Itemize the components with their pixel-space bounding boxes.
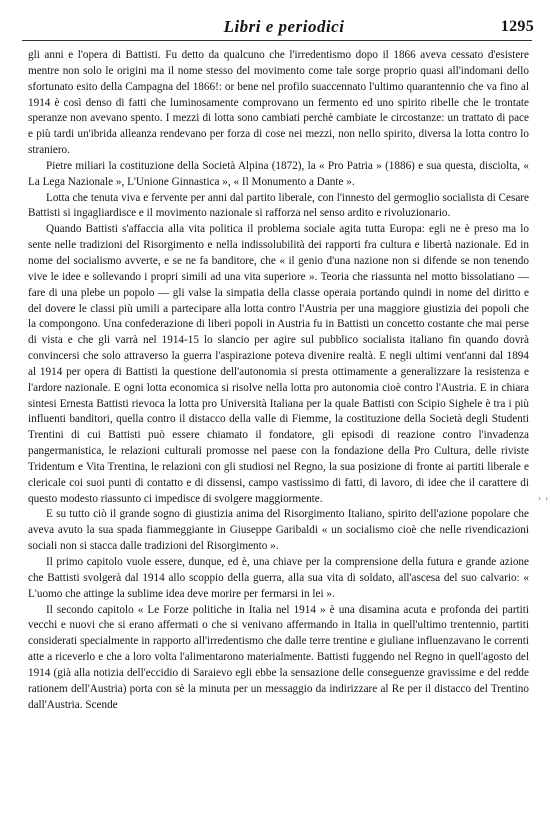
article-body — [28, 48, 529, 713]
paragraph-problema-sociale: Quando Battisti s'affaccia alla vita politica il problema sociale agita tutta Europa: egli ne è preso ma lo sente nelle tradizioni del Risorgimento e nella indissolubilità dei rapporti fra cultura e libertà nazionale. Ed in nome del socialismo avverte, e se ne fa banditore, che « il genio d'una nazione non si difende se non tenendo vive le idee e sollevando i propri simili ad una vita superiore ». Teoria che riassunta nel motto bissolatiano — fare di una plebe un popolo — gli valse la simpatia della classe operaia portando quindi in nome del diritto e del dovere le classi più umili a partecipare alla lotta contro l'Austria per una maggiore giustizia dei popoli che la compongono. Una confederazione di liberi popoli in Austria fu in Battisti un concetto costante che mai perse di vista e che gli varrà nel 1914-15 lo slancio per agire sul pubblico socialista italiano fin quando dovrà convincersi che solo attraverso la guerra l'aspirazione poteva divenire realtà. E negli ultimi vent'anni dal 1894 al 1914 per opera di Battisti la questione dell'autonomia si presta ottimamente a generalizzare la resistenza e l'ardore nazionale. E ogni lotta economica si risolve nella lotta pro autonomia cioè contro l'Austria. E in chiara sintesi Ernesta Battisti rievoca la lotta pro Università Italiana per la quale Battisti con Scipio Sighele è tra i più influenti banditori, quella contro il distacco della valle di Fiemme, la costituzione della Società degli Studenti Trentini di cui Battisti può essere chiamato il fondatore, gli episodi di reazione contro l'invadenza pangermanistica, le relazioni culturali promosse nel paese con la fondazione della Pro Cultura, delle riviste Tridentum e Vita Trentina, le relazioni con gli studiosi nel Regno, la sua posizione di fronte ai partiti liberale e clericale coi suoi punti di contatto e di dissensi, campo vastissimo di fatti, di lavoro, di idee che il carattere di questo modesto riassunto ci impedisce di svolgere maggiormente. — [28, 223, 529, 505]
header-rule — [22, 40, 532, 41]
paragraph-secondo-capitolo: Il secondo capitolo « Le Forze politiche in Italia nel 1914 » è una disamina acuta e profonda dei partiti vecchi e nuovi che si erano affermati o che si venivano affermando in Italia in quell'ultimo trentennio, partiti considerati specialmente in rapporto all'irredentismo che dalle terre trentine e giuliane influenzavano le correnti atte a riceverlo e che a loro volta l'alimentarono materialmente. Battisti fuggendo nel Regno in quell'agosto del 1914 (già alla notizia dell'eccidio di Saraievo egli ebbe la sensazione delle conseguenze gravissime e del redde rationem dell'Austria) porta con sè la minuta per un messaggio da indirizzare al Re per il distacco del Trentino dall'Austria. Scende — [28, 603, 529, 711]
paragraph-risorgimento: E su tutto ciò il grande sogno di giustizia anima del Risorgimento Italiano, spirito dell'azione popolare che aveva avuto la sua spada fiammeggiante in Giuseppe Garibaldi « un socialismo cioè che nelle rivendicazioni sociali non si stacca dalle tradizioni del Risorgimento ». — [28, 508, 529, 553]
page-number: 1295 — [500, 18, 534, 35]
paragraph-pietre-miliari: Pietre miliari la costituzione della Società Alpina (1872), la « Pro Patria » (1886) e sua questa, disciolta, « La Lega Nazionale », L'Unione Ginnastica », « Il Monumento a Dante ». — [28, 159, 529, 188]
paragraph-primo-capitolo: Il primo capitolo vuole essere, dunque, ed è, una chiave per la comprensione della futura e grande azione che Battisti svolgerà dal 1914 allo scoppio della guerra, alla sua vita di soldato, all'ascesa del suo calvario: « L'uomo che attinge la sublime idea deve morire per fermarsi in lei ». — [28, 556, 529, 600]
page-header — [28, 17, 540, 39]
paragraph-lotta-liberale: Lotta che tenuta viva e fervente per anni dal partito liberale, con l'innesto del germoglio socialista di Cesare Battisti si ingagliardisce e il movimento nazionale si rafforza nel senso ardito e rivoluzionario. — [28, 191, 529, 220]
paragraph-continuation: gli anni e l'opera di Battisti. Fu detto da qualcuno che l'irredentismo dopo il 1866 aveva cessato d'esistere mentre non solo le origini ma il nome stesso del movimento come tale sorge proprio quasi all'indomani dello sfortunato esito della Campagna del 1866!: or bene nel profilo suaccennato l'ultimo quarantennio che va fino al 1914 è così denso di fatti che luminosamente comprovano un fermento ed uno spirito ribelle che le trontate speranze non avevano spento. I mezzi di lotta sono cambiati perchè cambiate le circostanze: un trattato di pace e più tardi un'ibrida alleanza rendevano per forza di cose nei mezzi, non nello spirito, diversa la lotta contro lo straniero. — [28, 49, 529, 157]
running-title: Libri e periodici — [223, 17, 345, 36]
margin-mark: › › — [538, 493, 550, 503]
